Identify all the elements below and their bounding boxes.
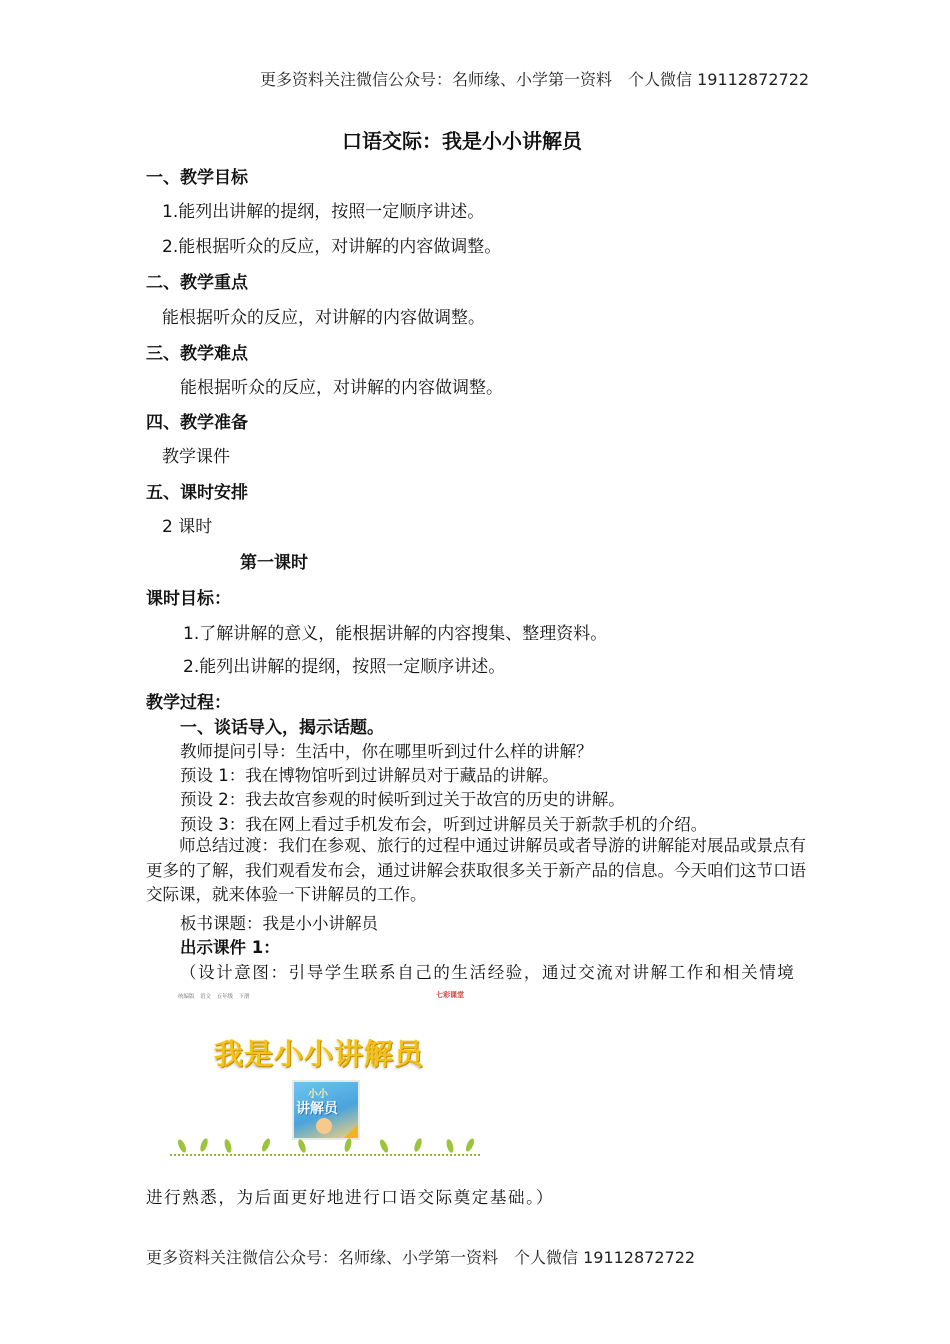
- courseware-slide-image: [170, 988, 480, 1163]
- lesson-goal-item: 2.能列出讲解的提纲，按照一定顺序讲述。: [183, 657, 506, 677]
- objective-item: 1.能列出讲解的提纲，按照一定顺序讲述。: [162, 202, 485, 222]
- section-heading-objectives: 一、教学目标: [146, 168, 248, 188]
- page-footer: 更多资料关注微信公众号：名师缘、小学第一资料 个人微信 19112872722: [146, 1248, 696, 1267]
- schedule-text: 2 课时: [162, 517, 213, 537]
- lesson-goals-heading: 课时目标：: [146, 589, 231, 609]
- process-line: 预设 2：我去故宫参观的时候听到过关于故宫的历史的讲解。: [180, 790, 625, 809]
- section-heading-key-points: 二、教学重点: [146, 273, 248, 293]
- slide-meta: 统编版 语文 五年级 下册: [178, 994, 250, 1000]
- cover-text: 讲解员: [296, 1101, 338, 1117]
- key-points-text: 能根据听众的反应，对讲解的内容做调整。: [162, 308, 485, 328]
- summary-paragraph: 师总结过渡：我们在参观、旅行的过程中通过讲解员或者导游的讲解能对展品或景点有更多的了解，我们观看发布会，通过讲解会获取很多关于新产品的信息。今天咱们这节口语交际课，就来体验一下讲解员的工作。: [146, 836, 806, 904]
- slide-title: 我是小小讲解员: [214, 1037, 425, 1071]
- courseware-label: 出示课件 1：: [180, 938, 280, 957]
- step-heading: 一、谈话导入，揭示话题。: [180, 718, 384, 738]
- dotted-ground-line: [170, 1154, 480, 1156]
- design-note-end: 进行熟悉，为后面更好地进行口语交际奠定基础。）: [146, 1188, 555, 1207]
- process-line: 预设 3：我在网上看过手机发布会，听到过讲解员关于新款手机的介绍。: [180, 815, 708, 834]
- preparation-text: 教学课件: [162, 447, 230, 467]
- page-header: 更多资料关注微信公众号：名师缘、小学第一资料 个人微信 19112872722: [260, 70, 810, 89]
- objective-item: 2.能根据听众的反应，对讲解的内容做调整。: [162, 237, 502, 257]
- lesson-title: 第一课时: [240, 553, 308, 573]
- section-heading-schedule: 五、课时安排: [146, 483, 248, 503]
- process-line: 预设 1：我在博物馆听到过讲解员对于藏品的讲解。: [180, 766, 559, 785]
- slide-logo: 七彩课堂: [436, 991, 464, 999]
- process-heading: 教学过程：: [146, 693, 231, 713]
- cover-text: 小小: [308, 1089, 328, 1100]
- page-title: 口语交际：我是小小讲解员: [342, 129, 582, 153]
- lesson-goal-item: 1.了解讲解的意义，能根据讲解的内容搜集、整理资料。: [183, 624, 608, 644]
- design-note-start: （设计意图：引导学生联系自己的生活经验，通过交流对讲解工作和相关情境: [180, 963, 796, 982]
- difficulties-text: 能根据听众的反应，对讲解的内容做调整。: [180, 378, 503, 398]
- board-title: 板书课题：我是小小讲解员: [180, 914, 378, 933]
- process-line: 教师提问引导：生活中，你在哪里听到过什么样的讲解？: [180, 742, 593, 761]
- section-heading-difficulties: 三、教学难点: [146, 344, 248, 364]
- section-heading-preparation: 四、教学准备: [146, 413, 248, 433]
